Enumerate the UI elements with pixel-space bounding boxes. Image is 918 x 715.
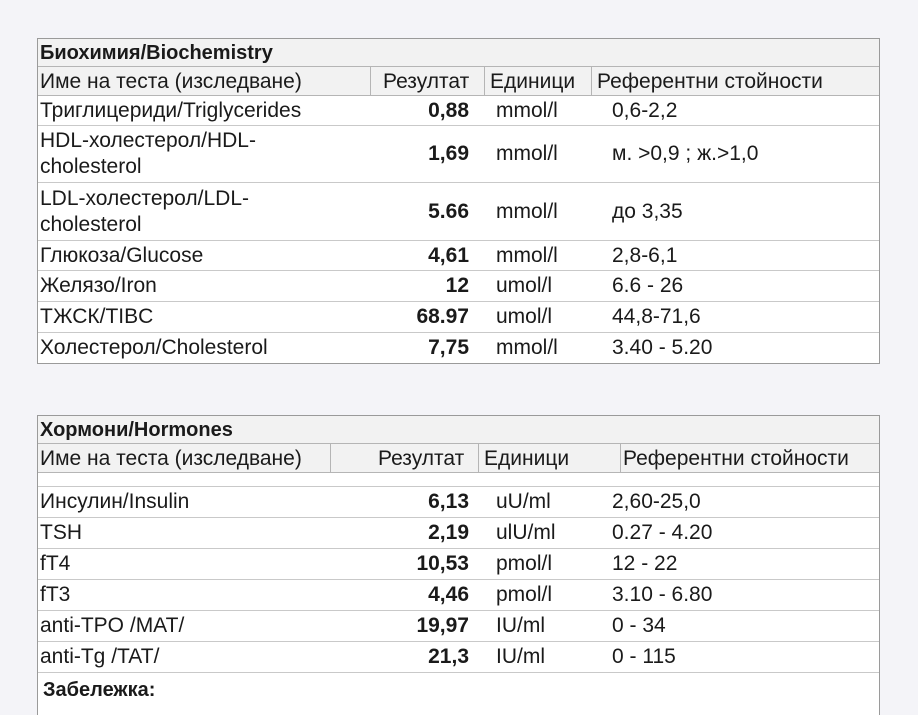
test-name: HDL-холестерол/HDL-cholesterol — [40, 129, 256, 178]
test-unit: umol/l — [496, 274, 553, 297]
test-name: ТЖСК/TIBC — [40, 305, 154, 328]
test-unit: umol/l — [496, 305, 553, 328]
test-reference: 2,8-6,1 — [612, 243, 678, 267]
test-name: fT3 — [40, 583, 71, 606]
test-unit: IU/ml — [496, 614, 545, 637]
test-unit: mmol/l — [496, 98, 558, 122]
table-row — [38, 271, 879, 302]
test-reference: 2,60-25,0 — [612, 490, 701, 513]
hormones-header-row — [38, 444, 879, 473]
hormones-title: Хормони/Hormones — [38, 416, 879, 444]
test-result: 4,46 — [428, 583, 469, 606]
column-divider — [620, 444, 621, 472]
test-reference: 6.6 - 26 — [612, 274, 684, 297]
test-result: 4,61 — [428, 243, 469, 267]
spacer-row — [38, 473, 879, 487]
test-unit: IU/ml — [496, 645, 545, 668]
test-unit: mmol/l — [496, 243, 558, 267]
test-result: 5.66 — [428, 199, 469, 223]
test-reference: 3.10 - 6.80 — [612, 583, 713, 606]
test-unit: pmol/l — [496, 583, 553, 606]
column-divider — [591, 67, 592, 95]
header-test-name: Име на теста (изследване) — [40, 70, 302, 93]
test-unit: ulU/ml — [496, 521, 556, 544]
test-result: 6,13 — [428, 490, 469, 513]
biochemistry-table — [37, 38, 880, 364]
hormones-table — [37, 415, 880, 715]
test-unit: mmol/l — [496, 199, 558, 223]
column-divider — [370, 67, 371, 95]
table-row — [38, 549, 879, 580]
biochemistry-title: Биохимия/Biochemistry — [38, 39, 879, 67]
column-divider — [330, 444, 331, 472]
hormones-rows — [38, 487, 879, 673]
table-row — [38, 611, 879, 642]
table-row — [38, 333, 879, 363]
table-row — [38, 126, 879, 183]
header-units: Единици — [484, 447, 570, 470]
test-result: 19,97 — [416, 614, 469, 637]
table-row — [38, 302, 879, 333]
test-name: Триглицериди/Triglycerides — [40, 98, 302, 122]
test-reference: м. >0,9 ; ж.>1,0 — [612, 142, 759, 165]
test-name: Глюкоза/Glucose — [40, 243, 204, 267]
test-name: fT4 — [40, 552, 71, 575]
test-reference: 3.40 - 5.20 — [612, 336, 713, 359]
test-reference: 44,8-71,6 — [612, 305, 701, 328]
test-name: Холестерол/Cholesterol — [40, 336, 268, 359]
test-result: 2,19 — [428, 521, 469, 544]
test-name: TSH — [40, 521, 82, 544]
test-unit: mmol/l — [496, 142, 558, 165]
test-unit: mmol/l — [496, 336, 558, 359]
header-units: Единици — [490, 70, 576, 93]
test-reference: до 3,35 — [612, 199, 683, 223]
column-divider — [484, 67, 485, 95]
test-result: 12 — [445, 274, 469, 297]
test-name: Инсулин/Insulin — [40, 490, 190, 513]
test-result: 10,53 — [416, 552, 469, 575]
test-name: anti-Tg /TAT/ — [40, 645, 160, 668]
test-reference: 0 - 34 — [612, 614, 666, 637]
table-row — [38, 642, 879, 673]
header-reference: Референтни стойности — [623, 447, 849, 470]
biochemistry-header-row — [38, 67, 879, 96]
test-unit: uU/ml — [496, 490, 551, 513]
test-result: 0,88 — [428, 98, 469, 122]
table-row — [38, 241, 879, 271]
test-unit: pmol/l — [496, 552, 553, 575]
test-reference: 0.27 - 4.20 — [612, 521, 713, 544]
test-result: 68.97 — [416, 305, 469, 328]
test-name: LDL-холестерол/LDL-cholesterol — [40, 186, 249, 236]
column-divider — [478, 444, 479, 472]
test-name: anti-TPO /MAT/ — [40, 614, 185, 637]
table-row — [38, 96, 879, 126]
note-label: Забележка: — [43, 679, 156, 701]
test-reference: 0,6-2,2 — [612, 98, 678, 122]
test-name: Желязо/Iron — [40, 274, 157, 297]
header-result: Резултат — [378, 447, 465, 470]
test-result: 21,3 — [428, 645, 469, 668]
table-row — [38, 580, 879, 611]
test-result: 1,69 — [428, 142, 469, 165]
header-result: Резултат — [383, 70, 470, 93]
test-result: 7,75 — [428, 336, 469, 359]
test-reference: 0 - 115 — [612, 645, 676, 668]
table-row — [38, 518, 879, 549]
header-test-name: Име на теста (изследване) — [40, 447, 302, 470]
table-row — [38, 183, 879, 241]
test-reference: 12 - 22 — [612, 552, 678, 575]
header-reference: Референтни стойности — [597, 70, 823, 93]
table-row — [38, 487, 879, 518]
